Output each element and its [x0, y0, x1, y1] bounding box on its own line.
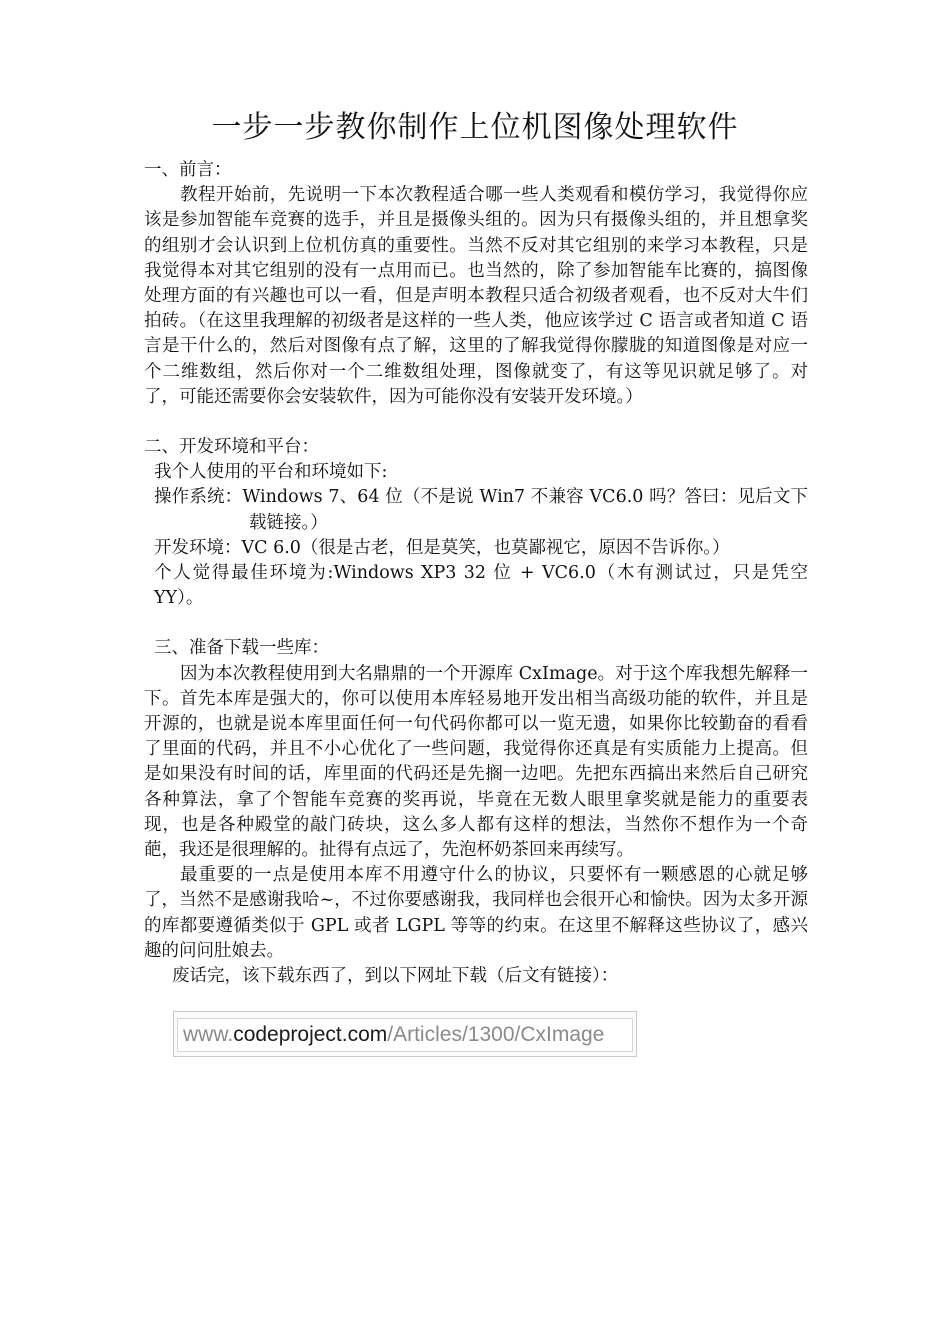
document-title: 一步一步教你制作上位机图像处理软件 [211, 110, 739, 145]
url-host: codeproject.com [233, 1023, 388, 1046]
section2-intro: 我个人使用的平台和环境如下: [154, 462, 388, 483]
section3-paragraph3: 废话完，该下载东西了，到以下网址下载（后文有链接）： [172, 966, 619, 987]
section3-paragraph1: 因为本次教程使用到大名鼎鼎的一个开源库 CxImage。对于这个库我想先解释一下。首先本库是强大的，你可以使用本库轻易地开发出相当高级功能的软件，并且是开源的，也就是说本库里面任何一句代码你都可以一览无遗，如果你比较勤奋的看看了里面的代码，并且不小心优化了一些问题，我觉得你还真是有实质能力上提高。但是如果没有时间的话，库里面的代码还是先搁一边吧。先把东西搞出来然后自己研究各种算法，拿了个智能车竞赛的奖再说，毕竟在无数人眼里拿奖就是能力的重要表现，也是各种殿堂的敲门砖块，这么多人都有这样的想法，当然你不想作为一个奇葩，我还是很理解的。扯得有点远了，先泡杯奶茶回来再续写。 [144, 663, 808, 861]
url-prefix: www. [183, 1023, 234, 1046]
section3-paragraph2: 最重要的一点是使用本库不用遵守什么的协议，只要怀有一颗感恩的心就足够了，当然不是感谢我哈~，不过你要感谢我，我同样也会很开心和愉快。因为太多开源的库都要遵循类似于 GPL 或者 LGPL 等等的约束。在这里不解释这些协议了，感兴趣的问问肚娘去。 [144, 865, 808, 961]
section3-heading: 三、准备下载一些库： [154, 638, 329, 659]
section1-paragraph: 教程开始前，先说明一下本次教程适合哪一些人类观看和模仿学习，我觉得你应该是参加智能车竞赛的选手，并且是摄像头组的。因为只有摄像头组的，并且想拿奖的组别才会认识到上位机仿真的重要性。当然不反对其它组别的来学习本教程，只是我觉得本对其它组别的没有一点用而已。也当然的，除了参加智能车比赛的，搞图像处理方面的有兴趣也可以一看，但是声明本教程只适合初级者观看，也不反对大牛们拍砖。（在这里我理解的初级者是这样的一些人类，他应该学过 C 语言或者知道 C 语言是干什么的，然后对图像有点了解，这里的了解我觉得你朦胧的知道图像是对应一个二维数组，然后你对一个二维数组处理，图像就变了，有这等见识就足够了。对了，可能还需要你会安装软件，因为可能你没有安装开发环境。） [144, 185, 808, 407]
section1-heading: 一、前言： [144, 160, 232, 180]
section-spacer [144, 410, 808, 435]
section2-best: 个人觉得最佳环境为:Windows XP3 32 位 + VC6.0（木有测试过，只是凭空 YY）。 [154, 563, 808, 609]
document-body [144, 158, 808, 989]
url-path: /Articles/1300/CxImage [387, 1023, 605, 1046]
section-spacer [144, 611, 808, 636]
url-field [177, 1018, 633, 1052]
section2-heading: 二、开发环境和平台： [144, 437, 319, 458]
section2-os: 操作系统：Windows 7、64 位（不是说 Win7 不兼容 VC6.0 吗？答曰：见后文下载链接。） [154, 487, 808, 533]
url-bar-screenshot [173, 1011, 637, 1057]
section2-ide: 开发环境：VC 6.0（很是古老，但是莫笑，也莫鄙视它，原因不告诉你。） [154, 537, 730, 558]
